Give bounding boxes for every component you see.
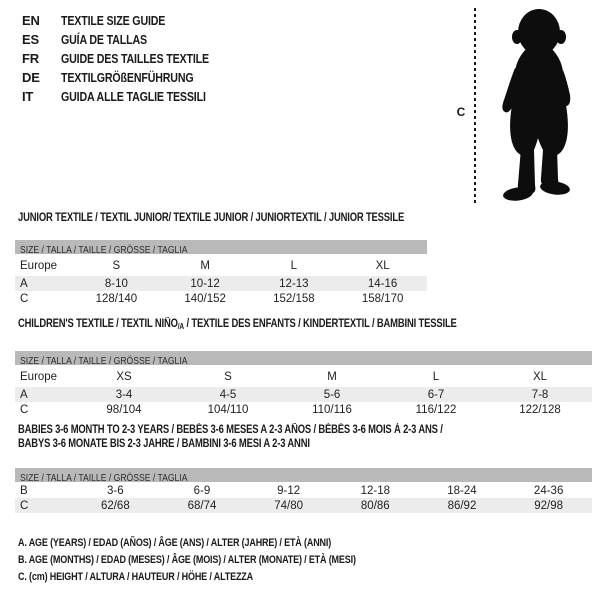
lang-row-en xyxy=(22,13,241,32)
lang-title: GUIDA ALLE TAGLIE TESSILI xyxy=(61,89,206,104)
babies-textile-section xyxy=(15,423,592,513)
legend-footnotes xyxy=(18,537,430,588)
size-cell: L xyxy=(290,259,298,272)
baby-silhouette-figure xyxy=(487,6,587,206)
size-cell: XL xyxy=(532,370,548,383)
lang-title: TEXTILGRÖßENFÜHRUNG xyxy=(61,70,194,85)
height-cell: 128/140 xyxy=(95,292,138,305)
row-label: B xyxy=(20,484,28,497)
size-header-band: SIZE / TALLA / TAILLE / GRÖSSE / TAGLIA xyxy=(15,468,592,482)
size-cell: M xyxy=(327,370,337,383)
row-label: A xyxy=(20,277,28,290)
height-measure-dashed-line xyxy=(474,8,476,206)
height-cell: 116/122 xyxy=(415,403,457,416)
height-cell: 62/68 xyxy=(100,499,130,512)
children-textile-section xyxy=(15,317,592,417)
footnote-height-cm: C. (cm) HEIGHT / ALTURA / HAUTEUR / HÖHE / ALTEZZA xyxy=(18,571,254,583)
lang-row-es xyxy=(22,32,241,51)
height-cell: 140/152 xyxy=(184,292,226,305)
lang-row-fr xyxy=(22,51,241,70)
size-cell: S xyxy=(112,259,121,272)
row-label: Europe xyxy=(20,370,58,383)
height-cell: 86/92 xyxy=(447,499,477,512)
size-header-band: SIZE / TALLA / TAILLE / GRÖSSE / TAGLIA xyxy=(15,240,427,254)
junior-size-table xyxy=(15,255,427,306)
height-cell: 152/158 xyxy=(273,292,315,305)
language-title-list xyxy=(22,13,241,108)
age-cell: 6-7 xyxy=(427,388,445,401)
height-cell: 80/86 xyxy=(360,499,390,512)
height-measure-label: C xyxy=(456,105,466,119)
table-row-europe xyxy=(15,366,592,387)
babies-section-title: BABIES 3-6 MONTH TO 2-3 YEARS / BEBÉS 3-6 MESES A 2-3 AÑOS / BÉBÉS 3-6 MOIS À 2-3 ANS / BABYS 3-6 MONATE BIS 2-3 JAHRE / BAMBINI 3-6 MESI A 2-3 ANNI xyxy=(18,424,443,450)
row-label: C xyxy=(20,292,29,305)
height-cell: 92/98 xyxy=(534,499,564,512)
footnote-age-months: B. AGE (MONTHS) / EDAD (MESES) / ÂGE (MOIS) / ALTER (MONATE) / ETÀ (MESI) xyxy=(18,554,356,566)
height-cell: 68/74 xyxy=(187,499,217,512)
row-label: C xyxy=(20,499,29,512)
age-cell: 7-8 xyxy=(531,388,549,401)
lang-row-it xyxy=(22,89,241,108)
size-cell: S xyxy=(224,370,232,383)
children-size-table xyxy=(15,366,592,417)
size-cell: XS xyxy=(116,370,132,383)
size-header-band: SIZE / TALLA / TAILLE / GRÖSSE / TAGLIA xyxy=(15,351,592,365)
lang-code: IT xyxy=(22,89,34,104)
age-cell: 9-12 xyxy=(277,484,301,497)
age-cell: 3-6 xyxy=(107,484,124,497)
lang-code: DE xyxy=(22,70,40,85)
age-cell: 12-13 xyxy=(279,277,309,290)
size-cell: M xyxy=(200,259,210,272)
age-cell: 18-24 xyxy=(447,484,477,497)
height-cell: 110/116 xyxy=(312,403,352,416)
age-cell: 10-12 xyxy=(190,277,220,290)
size-cell: XL xyxy=(375,259,390,272)
babies-size-table xyxy=(15,483,592,513)
lang-title: TEXTILE SIZE GUIDE xyxy=(61,13,166,28)
table-row-europe xyxy=(15,255,427,276)
children-section-title: CHILDREN'S TEXTILE / TEXTIL NIÑO/A / TEXTILE DES ENFANTS / KINDERTEXTIL / BAMBINI TESSILE xyxy=(18,318,457,331)
table-row-age xyxy=(15,276,427,291)
height-cell: 74/80 xyxy=(274,499,304,512)
age-cell: 6-9 xyxy=(193,484,211,497)
size-cell: L xyxy=(432,370,440,383)
table-row-age-months xyxy=(15,483,592,498)
lang-code: FR xyxy=(22,51,39,66)
table-row-age xyxy=(15,387,592,402)
junior-textile-section xyxy=(15,211,427,306)
table-row-height xyxy=(15,498,592,513)
row-label: A xyxy=(20,388,28,401)
age-cell: 4-5 xyxy=(219,388,237,401)
junior-section-title: JUNIOR TEXTILE / TEXTIL JUNIOR/ TEXTILE JUNIOR / JUNIORTEXTIL / JUNIOR TESSILE xyxy=(18,212,405,224)
age-cell: 3-4 xyxy=(115,388,133,401)
height-cell: 98/104 xyxy=(106,403,142,416)
table-row-height xyxy=(15,291,427,306)
age-cell: 5-6 xyxy=(323,388,341,401)
age-cell: 12-18 xyxy=(360,484,390,497)
lang-row-de xyxy=(22,70,241,89)
table-row-height xyxy=(15,402,592,417)
age-cell: 14-16 xyxy=(367,277,398,290)
height-cell: 122/128 xyxy=(519,403,561,416)
row-label: Europe xyxy=(20,259,58,272)
row-label: C xyxy=(20,403,29,416)
lang-title: GUÍA DE TALLAS xyxy=(61,32,147,47)
lang-title: GUIDE DES TAILLES TEXTILE xyxy=(61,51,209,66)
lang-code: EN xyxy=(22,13,40,28)
height-cell: 104/110 xyxy=(207,403,249,416)
age-cell: 24-36 xyxy=(533,484,564,497)
lang-code: ES xyxy=(22,32,39,47)
footnote-age-years: A. AGE (YEARS) / EDAD (AÑOS) / ÂGE (ANS) / ALTER (JAHRE) / ETÀ (ANNI) xyxy=(18,537,332,549)
height-cell: 158/170 xyxy=(361,292,404,305)
age-cell: 8-10 xyxy=(104,277,128,290)
